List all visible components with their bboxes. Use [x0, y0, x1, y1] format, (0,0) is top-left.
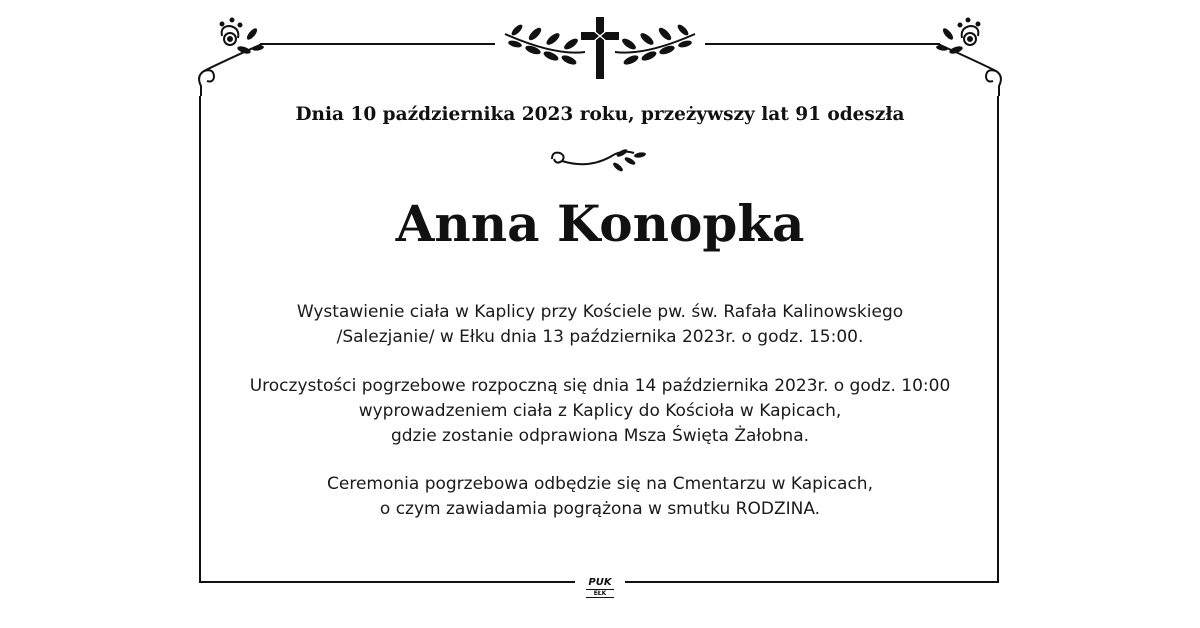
text-line: Uroczystości pogrzebowe rozpoczną się dnia 14 października 2023r. o godz. 10:00 [249, 376, 951, 396]
paragraph-viewing [200, 300, 1000, 350]
frame-bottom-left-line [199, 581, 575, 583]
cross-with-laurels-icon [495, 12, 705, 82]
text-line: /Salezjanie/ w Ełku dnia 13 października 2023r. o godz. 15:00. [336, 327, 864, 347]
text-line: wyprowadzeniem ciała z Kaplicy do Kościoła w Kapicach, [358, 401, 842, 421]
logo-line1: PUK [588, 577, 612, 588]
flourish-divider-icon [548, 143, 652, 177]
notice-header: Dnia 10 października 2023 roku, przeżywszy lat 91 odeszła [295, 104, 905, 125]
puk-logo [580, 577, 620, 598]
frame-top-left-line [260, 43, 495, 45]
deceased-name: Anna Konopka [395, 194, 805, 253]
text-line: o czym zawiadamia pogrążona w smutku RODZINA. [379, 499, 821, 519]
text-line: gdzie zostanie odprawiona Msza Święta Żałobna. [390, 426, 810, 446]
paragraph-burial [200, 472, 1000, 522]
frame-bottom-right-line [625, 581, 999, 583]
logo-line2: EŁK [586, 589, 614, 598]
text-line: Ceremonia pogrzebowa odbędzie się na Cmentarzu w Kapicach, [327, 474, 873, 494]
corner-flourish-left-icon [192, 14, 264, 96]
text-line: Wystawienie ciała w Kaplicy przy Kościele pw. św. Rafała Kalinowskiego [296, 302, 904, 322]
corner-flourish-right-icon [936, 14, 1008, 96]
paragraph-ceremony [200, 374, 1000, 449]
frame-top-right-line [705, 43, 940, 45]
